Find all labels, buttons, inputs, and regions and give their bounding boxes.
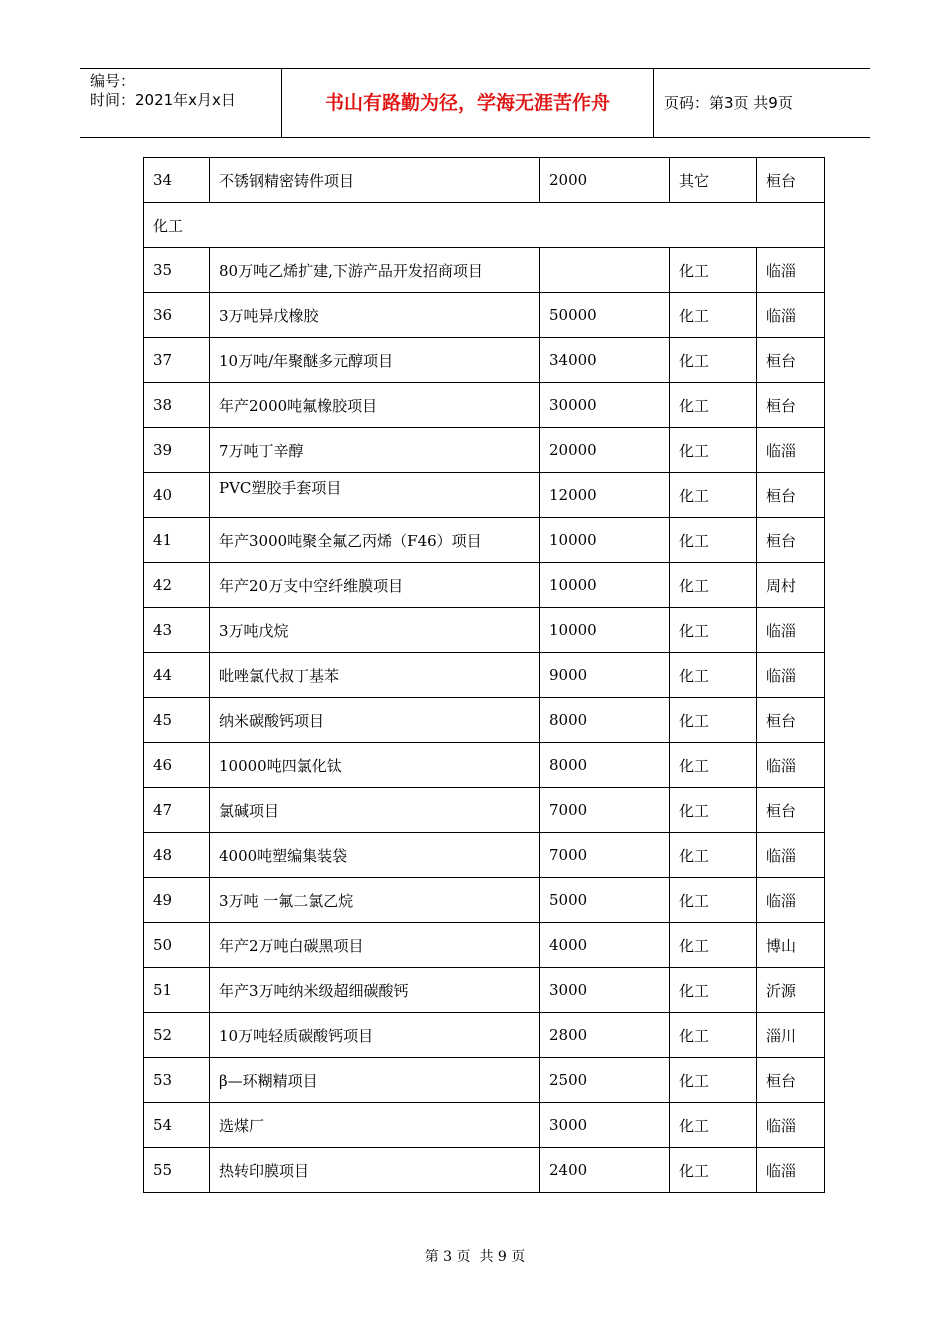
industry-category: 化工: [670, 1058, 757, 1103]
project-region: 临淄: [757, 1103, 825, 1148]
table-row: [144, 833, 825, 878]
project-region: 临淄: [757, 608, 825, 653]
project-number: 44: [144, 653, 210, 698]
project-number: 36: [144, 293, 210, 338]
page-header: [80, 68, 870, 138]
project-region: 桓台: [757, 473, 825, 518]
industry-category: 化工: [670, 563, 757, 608]
table-row: [144, 428, 825, 473]
table-row: [144, 293, 825, 338]
project-number: 34: [144, 158, 210, 203]
industry-category: 化工: [670, 428, 757, 473]
industry-category: 化工: [670, 1148, 757, 1193]
project-number: 53: [144, 1058, 210, 1103]
project-region: 博山: [757, 923, 825, 968]
project-name: 年产3万吨纳米级超细碳酸钙: [210, 968, 540, 1013]
investment-amount: 50000: [540, 293, 670, 338]
header-info-cell: [80, 69, 282, 137]
project-region: 临淄: [757, 878, 825, 923]
project-region: 桓台: [757, 518, 825, 563]
project-region: 桓台: [757, 788, 825, 833]
project-region: 淄川: [757, 1013, 825, 1058]
project-name: 年产3000吨聚全氟乙丙烯（F46）项目: [210, 518, 540, 563]
project-name: 热转印膜项目: [210, 1148, 540, 1193]
table-row: [144, 338, 825, 383]
project-region: 临淄: [757, 833, 825, 878]
project-number: 35: [144, 248, 210, 293]
industry-category: 化工: [670, 788, 757, 833]
investment-amount: 10000: [540, 518, 670, 563]
header-motto-cell: [282, 69, 654, 137]
project-number: 40: [144, 473, 210, 518]
industry-category: 化工: [670, 653, 757, 698]
header-page-number: 页码：第3页 共9页: [664, 94, 793, 112]
project-region: 临淄: [757, 653, 825, 698]
project-name: 纳米碳酸钙项目: [210, 698, 540, 743]
investment-amount: 2000: [540, 158, 670, 203]
table-row: [144, 1148, 825, 1193]
investment-amount: 3000: [540, 968, 670, 1013]
industry-category: 化工: [670, 473, 757, 518]
project-number: 55: [144, 1148, 210, 1193]
project-number: 51: [144, 968, 210, 1013]
industry-category: 化工: [670, 833, 757, 878]
table-row: [144, 698, 825, 743]
table-row: [144, 743, 825, 788]
project-number: 37: [144, 338, 210, 383]
investment-amount: 4000: [540, 923, 670, 968]
project-name: 10000吨四氯化钛: [210, 743, 540, 788]
project-table-body: [144, 158, 825, 1193]
investment-amount: 12000: [540, 473, 670, 518]
industry-category: 化工: [670, 518, 757, 563]
project-number: 46: [144, 743, 210, 788]
project-number: 47: [144, 788, 210, 833]
project-number: 38: [144, 383, 210, 428]
industry-category: 化工: [670, 293, 757, 338]
industry-category: 化工: [670, 1103, 757, 1148]
table-row: [144, 968, 825, 1013]
project-number: 49: [144, 878, 210, 923]
project-region: 桓台: [757, 698, 825, 743]
project-number: 39: [144, 428, 210, 473]
project-number: 41: [144, 518, 210, 563]
project-name: PVC塑胶手套项目: [210, 473, 540, 518]
project-number: 42: [144, 563, 210, 608]
header-page-cell: [654, 69, 870, 137]
project-name: 吡唑氯代叔丁基苯: [210, 653, 540, 698]
investment-amount: 10000: [540, 563, 670, 608]
project-name: 选煤厂: [210, 1103, 540, 1148]
project-name: 年产2万吨白碳黑项目: [210, 923, 540, 968]
investment-amount: 2400: [540, 1148, 670, 1193]
investment-amount: 2800: [540, 1013, 670, 1058]
table-row: [144, 158, 825, 203]
document-number-label: 编号：: [90, 72, 136, 90]
project-region: 临淄: [757, 1148, 825, 1193]
project-name: 3万吨戊烷: [210, 608, 540, 653]
table-row: [144, 653, 825, 698]
industry-category: 化工: [670, 383, 757, 428]
project-number: 54: [144, 1103, 210, 1148]
table-row: [144, 923, 825, 968]
project-name: 4000吨塑编集装袋: [210, 833, 540, 878]
project-name: 3万吨 一氟二氯乙烷: [210, 878, 540, 923]
industry-category: 化工: [670, 968, 757, 1013]
industry-category: 化工: [670, 608, 757, 653]
project-name: β—环糊精项目: [210, 1058, 540, 1103]
investment-amount: 9000: [540, 653, 670, 698]
industry-category: 化工: [670, 743, 757, 788]
project-name: 年产20万支中空纤维膜项目: [210, 563, 540, 608]
document-time-label: 时间：2021年x月x日: [90, 91, 236, 109]
investment-amount: [540, 248, 670, 293]
project-number: 43: [144, 608, 210, 653]
project-number: 52: [144, 1013, 210, 1058]
industry-category: 化工: [670, 698, 757, 743]
table-row: [144, 878, 825, 923]
investment-amount: 10000: [540, 608, 670, 653]
investment-amount: 34000: [540, 338, 670, 383]
project-number: 50: [144, 923, 210, 968]
table-row: [144, 1013, 825, 1058]
project-name: 3万吨异戊橡胶: [210, 293, 540, 338]
investment-amount: 2500: [540, 1058, 670, 1103]
project-region: 桓台: [757, 383, 825, 428]
investment-amount: 3000: [540, 1103, 670, 1148]
project-number: 45: [144, 698, 210, 743]
table-row: [144, 563, 825, 608]
industry-category: 其它: [670, 158, 757, 203]
table-row: [144, 788, 825, 833]
project-region: 临淄: [757, 248, 825, 293]
project-table: [143, 157, 825, 1193]
table-row: [144, 473, 825, 518]
investment-amount: 8000: [540, 698, 670, 743]
project-name: 7万吨丁辛醇: [210, 428, 540, 473]
project-region: 沂源: [757, 968, 825, 1013]
investment-amount: 7000: [540, 788, 670, 833]
project-region: 临淄: [757, 428, 825, 473]
project-region: 桓台: [757, 158, 825, 203]
motto-text: 书山有路勤为径，学海无涯苦作舟: [324, 92, 610, 114]
industry-category: 化工: [670, 878, 757, 923]
investment-amount: 8000: [540, 743, 670, 788]
project-region: 桓台: [757, 338, 825, 383]
project-name: 年产2000吨氟橡胶项目: [210, 383, 540, 428]
project-region: 临淄: [757, 293, 825, 338]
investment-amount: 7000: [540, 833, 670, 878]
section-row: [144, 203, 825, 248]
table-row: [144, 248, 825, 293]
project-name: 10万吨/年聚醚多元醇项目: [210, 338, 540, 383]
section-title: 化工: [144, 203, 825, 248]
project-name: 不锈钢精密铸件项目: [210, 158, 540, 203]
project-number: 48: [144, 833, 210, 878]
project-region: 临淄: [757, 743, 825, 788]
project-region: 桓台: [757, 1058, 825, 1103]
table-row: [144, 518, 825, 563]
investment-amount: 20000: [540, 428, 670, 473]
industry-category: 化工: [670, 923, 757, 968]
project-region: 周村: [757, 563, 825, 608]
table-row: [144, 1103, 825, 1148]
page-footer: 第 3 页 共 9 页: [424, 1249, 526, 1265]
table-row: [144, 1058, 825, 1103]
table-row: [144, 383, 825, 428]
project-name: 10万吨轻质碳酸钙项目: [210, 1013, 540, 1058]
industry-category: 化工: [670, 338, 757, 383]
industry-category: 化工: [670, 1013, 757, 1058]
investment-amount: 5000: [540, 878, 670, 923]
investment-amount: 30000: [540, 383, 670, 428]
project-name: 氯碱项目: [210, 788, 540, 833]
table-row: [144, 608, 825, 653]
project-name: 80万吨乙烯扩建,下游产品开发招商项目: [210, 248, 540, 293]
industry-category: 化工: [670, 248, 757, 293]
